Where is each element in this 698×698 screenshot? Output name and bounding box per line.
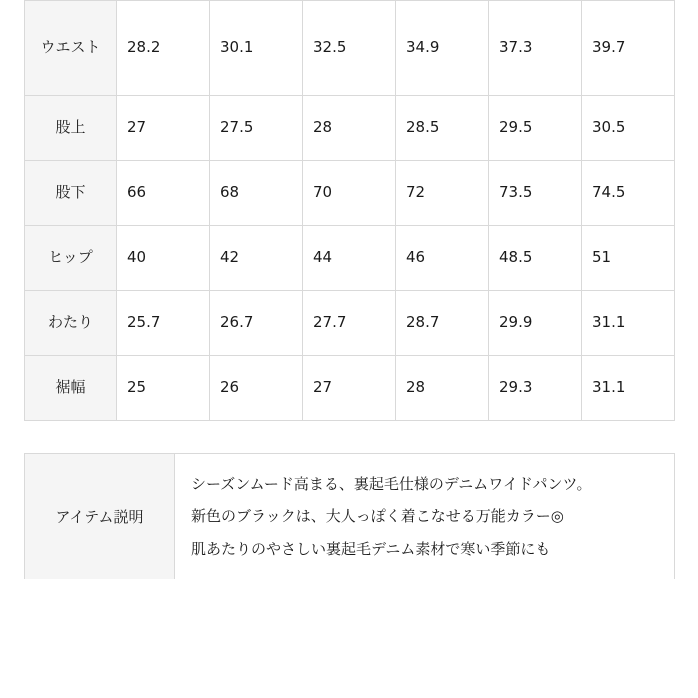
cell-value: 28.7 [396,291,489,356]
cell-value: 37.3 [489,1,582,96]
cell-value: 70 [303,161,396,226]
cell-value: 26 [210,356,303,421]
row-header: わたり [25,291,117,356]
cell-value: 25 [117,356,210,421]
cell-value: 42 [210,226,303,291]
cell-value: 72 [396,161,489,226]
table-row [25,1,675,96]
cell-value: 30.5 [582,96,675,161]
table-row [25,226,675,291]
cell-value: 46 [396,226,489,291]
cell-value: 27.7 [303,291,396,356]
cell-value: 31.1 [582,356,675,421]
row-header: 股上 [25,96,117,161]
cell-value: 31.1 [582,291,675,356]
item-description-table [24,453,675,579]
description-paragraph: 肌あたりのやさしい裏起毛デニム素材で寒い季節にも [191,539,551,558]
cell-value: 32.5 [303,1,396,96]
cell-value: 44 [303,226,396,291]
cell-value: 74.5 [582,161,675,226]
cell-value: 27 [117,96,210,161]
description-row-header: アイテム説明 [25,454,175,579]
cell-value: 29.3 [489,356,582,421]
cell-value: 40 [117,226,210,291]
row-header: ヒップ [25,226,117,291]
cell-value: 28 [303,96,396,161]
cell-value: 51 [582,226,675,291]
table-row [25,161,675,226]
cell-value: 39.7 [582,1,675,96]
cell-value: 28.2 [117,1,210,96]
cell-value: 30.1 [210,1,303,96]
table-row [25,454,675,579]
table-row [25,356,675,421]
cell-value: 48.5 [489,226,582,291]
table-row [25,291,675,356]
section-divider [24,421,674,453]
cell-value: 73.5 [489,161,582,226]
size-table [24,0,675,421]
table-row [25,96,675,161]
cell-value: 29.5 [489,96,582,161]
description-body [175,454,675,579]
cell-value: 28.5 [396,96,489,161]
description-paragraph: シーズンムード高まる、裏起毛仕様のデニムワイドパンツ。 [191,475,592,493]
row-header: 股下 [25,161,117,226]
cell-value: 26.7 [210,291,303,356]
cell-value: 27 [303,356,396,421]
cell-value: 27.5 [210,96,303,161]
row-header: 裾幅 [25,356,117,421]
cell-value: 34.9 [396,1,489,96]
cell-value: 28 [396,356,489,421]
cell-value: 68 [210,161,303,226]
cell-value: 25.7 [117,291,210,356]
row-header: ウエスト [25,1,117,96]
cell-value: 29.9 [489,291,582,356]
description-paragraph: 新色のブラックは、大人っぽく着こなせる万能カラー◎ [191,507,564,526]
cell-value: 66 [117,161,210,226]
